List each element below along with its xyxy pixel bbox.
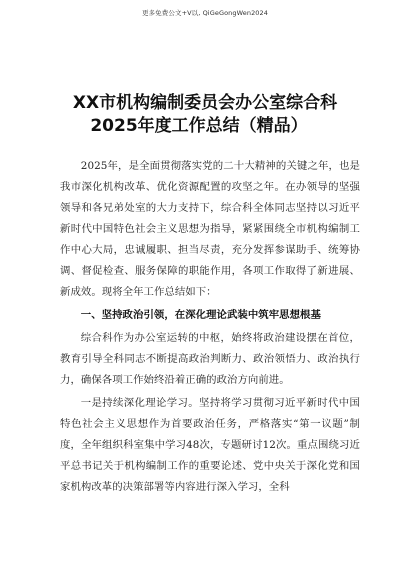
- document-title: [0, 92, 410, 138]
- title-line-1: XX市机构编制委员会办公室综合科: [72, 93, 338, 113]
- section-heading-1: 一、坚持政治引领，在深化理论武装中筑牢思想根基: [80, 309, 321, 321]
- title-line-2: 2025年度工作总结（精品）: [90, 116, 308, 136]
- paragraph-item-1: 一是持续深化理论学习。坚持将学习贯彻习近平新时代中国特色社会主义思想作为首要政治任务，严格落实“第一议题”制度，全年组织科室集中学习48次，专题研讨12次。重点围绕习近平总书记关于机构编制工作的重要论述、党中央关于深化党和国家机构改革的决策部署等内容进行深入学习，全科: [60, 397, 360, 493]
- paragraph-section-1: 综合科作为办公室运转的中枢，始终将政治建设摆在首位，教育引导全科同志不断提高政治判断力、政治领悟力、政治执行力，确保各项工作始终沿着正确的政治方向前进。: [60, 332, 360, 386]
- document-body: [60, 156, 360, 498]
- paragraph-intro: 2025年，是全面贯彻落实党的二十大精神的关键之年，也是我市深化机构改革、优化资源配置的攻坚之年。在办领导的坚强领导和各兄弟处室的大力支持下，综合科全体同志坚持以习近平新时代中国特色社会主义思想为指导，紧紧围绕全市机构编制工作中心大局，忠诚履职、担当尽责，充分发挥参谋助手、统筹协调、督促检查、服务保障的职能作用，各项工作取得了新进展、新成效。现将全年工作总结如下：: [60, 160, 360, 298]
- header-note: 更多免费公文+V以, QiGeGongWen2024: [141, 9, 269, 17]
